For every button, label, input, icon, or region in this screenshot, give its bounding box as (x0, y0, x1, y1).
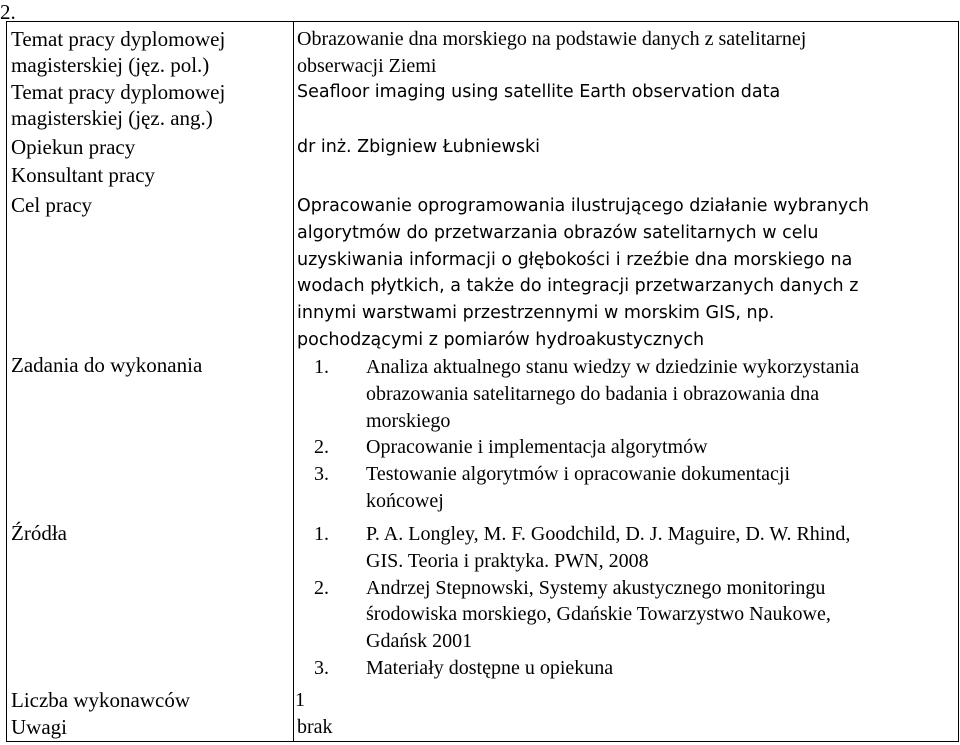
sources-list (314, 521, 850, 682)
column-divider (293, 22, 294, 741)
task-item: 1. Analiza aktualnego stanu wiedzy w dziedzinie wykorzystania obrazowania satelitarnego do badania i obrazowania dna morskiego (314, 356, 860, 432)
notes-value: brak (297, 716, 333, 738)
thesis-table (6, 21, 959, 742)
contractors-value: 1 (295, 689, 305, 711)
consultant-label: Konsultant pracy (11, 163, 156, 187)
contractors-label: Liczba wykonawców (11, 688, 191, 712)
topic-pl-value: Obrazowanie dna morskiego na podstawie danych z satelitarnej obserwacji Ziemi (297, 28, 807, 77)
section-number: 2. (0, 0, 16, 24)
goal-value: Opracowanie oprogramowania ilustrującego działanie wybranych algorytmów do przetwarzania obrazów satelitarnych w celu uzyskiwania informacji o głębokości i rzeźbie dna morskiego na wodach płytkich, a także do integracji przetwarzanych danych z innymi warstwami przestrzennymi w morskim GIS, np. pochodzącymi z pomiarów hydroakustycznych (297, 196, 869, 350)
task-item: 3. Testowanie algorytmów i opracowanie dokumentacji końcowej (314, 463, 791, 512)
topic-en-value: Seafloor imaging using satellite Earth observation data (297, 82, 781, 102)
tasks-list (314, 354, 859, 515)
task-item: 2. Opracowanie i implementacja algorytmów (314, 436, 708, 459)
tasks-label: Zadania do wykonania (11, 353, 203, 377)
supervisor-value: dr inż. Zbigniew Łubniewski (297, 137, 540, 157)
supervisor-label: Opiekun pracy (11, 135, 136, 159)
notes-label: Uwagi (11, 715, 67, 739)
topic-pl-label: Temat pracy dyplomowej magisterskiej (jęz. pol.) (11, 27, 226, 77)
sources-label: Źródła (11, 521, 67, 545)
source-item: 3. Materiały dostępne u opiekuna (314, 656, 614, 679)
goal-label: Cel pracy (11, 193, 93, 217)
source-item: 1. P. A. Longley, M. F. Goodchild, D. J. Maguire, D. W. Rhind, GIS. Teoria i praktyka. PWN, 2008 (314, 523, 851, 572)
source-item: 2. Andrzej Stepnowski, Systemy akustycznego monitoringu środowiska morskiego, Gdańskie Towarzystwo Naukowe, Gdańsk 2001 (314, 576, 831, 653)
topic-en-label: Temat pracy dyplomowej magisterskiej (jęz. ang.) (11, 80, 226, 130)
